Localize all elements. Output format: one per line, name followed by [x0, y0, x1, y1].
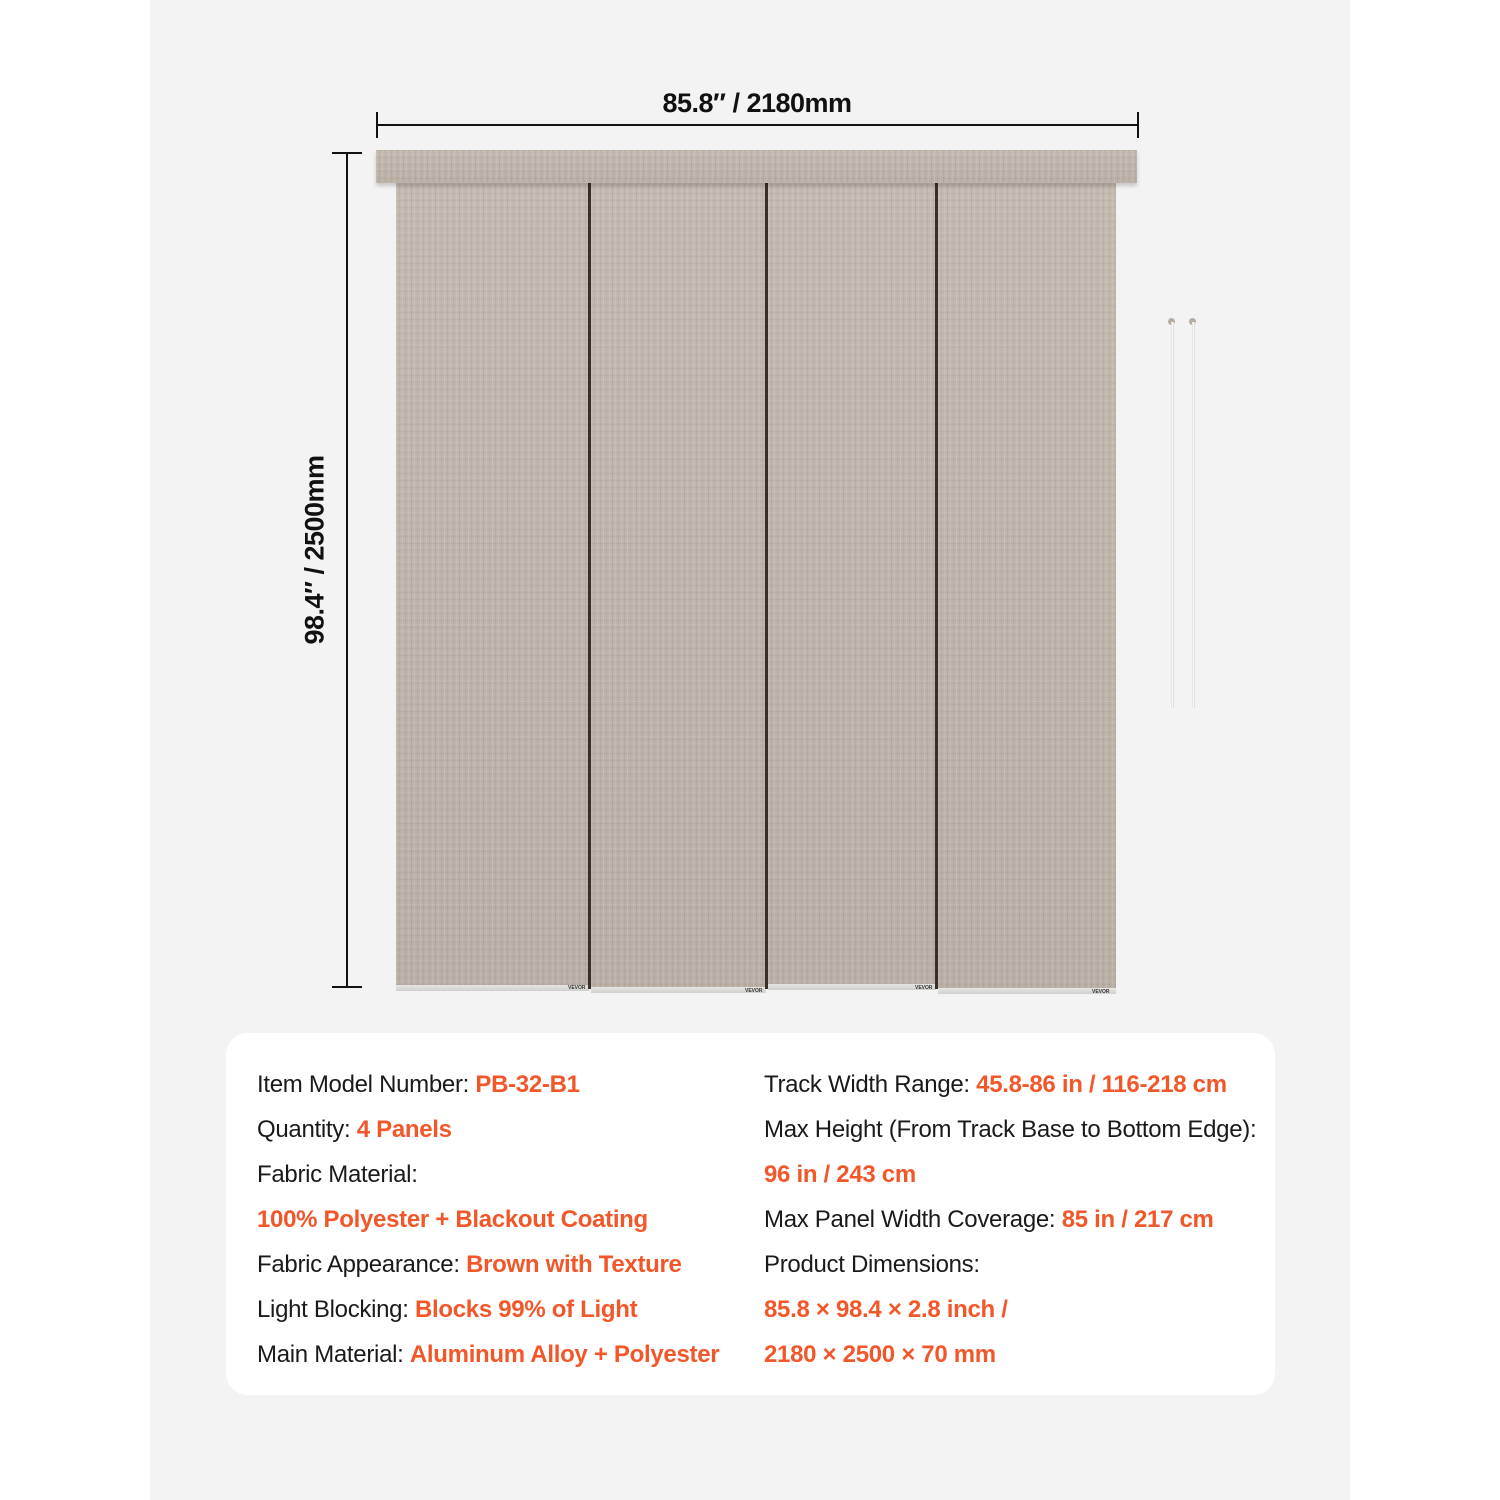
blind-panel-1 [396, 183, 589, 989]
panel-divider [765, 183, 768, 989]
spec-main-material: Main Material: Aluminum Alloy + Polyester [257, 1341, 720, 1368]
spec-light-blocking: Light Blocking: Blocks 99% of Light [257, 1296, 638, 1323]
panel-bottom-bar [938, 988, 1116, 994]
spec-fabric-material-value: 100% Polyester + Blackout Coating [257, 1206, 648, 1233]
width-dimension-label: 85.8″ / 2180mm [662, 88, 852, 118]
height-dimension-line [346, 152, 348, 987]
spec-product-dimensions-mm: 2180 × 2500 × 70 mm [764, 1341, 996, 1368]
spec-max-height: Max Height (From Track Base to Bottom Edge): [764, 1116, 1257, 1143]
height-dimension-tick-bottom [332, 986, 362, 988]
height-dimension-label: 98.4″ / 2500mm [299, 455, 330, 645]
spec-product-dimensions-inch: 85.8 × 98.4 × 2.8 inch / [764, 1296, 1008, 1323]
panel-bottom-bar [768, 984, 936, 990]
spec-quantity: Quantity: 4 Panels [257, 1116, 452, 1143]
panel-bottom-bar [591, 987, 766, 993]
width-dimension-tick-left [376, 112, 378, 138]
brand-logo: VEVOR [1092, 989, 1110, 995]
spec-fabric-appearance: Fabric Appearance: Brown with Texture [257, 1251, 682, 1278]
spec-max-panel-width: Max Panel Width Coverage: 85 in / 217 cm [764, 1206, 1214, 1233]
panel-divider [588, 183, 591, 989]
valance-headrail [376, 150, 1137, 183]
blind-panel-4 [938, 183, 1116, 989]
spec-model-number: Item Model Number: PB-32-B1 [257, 1071, 580, 1098]
brand-logo: VEVOR [568, 985, 586, 991]
brand-logo: VEVOR [745, 988, 763, 994]
brand-logo: VEVOR [915, 985, 933, 991]
blind-panel-2 [591, 183, 766, 989]
panel-bottom-bar [396, 985, 589, 991]
width-dimension-tick-right [1137, 112, 1139, 138]
spec-product-dimensions: Product Dimensions: [764, 1251, 980, 1278]
spec-fabric-material: Fabric Material: [257, 1161, 418, 1188]
control-wand [1171, 322, 1174, 708]
spec-max-height-value: 96 in / 243 cm [764, 1161, 916, 1188]
height-dimension-tick-top [332, 152, 362, 154]
blind-panel-3 [768, 183, 936, 989]
width-dimension-line [377, 124, 1138, 126]
spec-track-width-range: Track Width Range: 45.8-86 in / 116-218 cm [764, 1071, 1227, 1098]
control-wand [1192, 322, 1195, 708]
panel-divider [935, 183, 938, 989]
